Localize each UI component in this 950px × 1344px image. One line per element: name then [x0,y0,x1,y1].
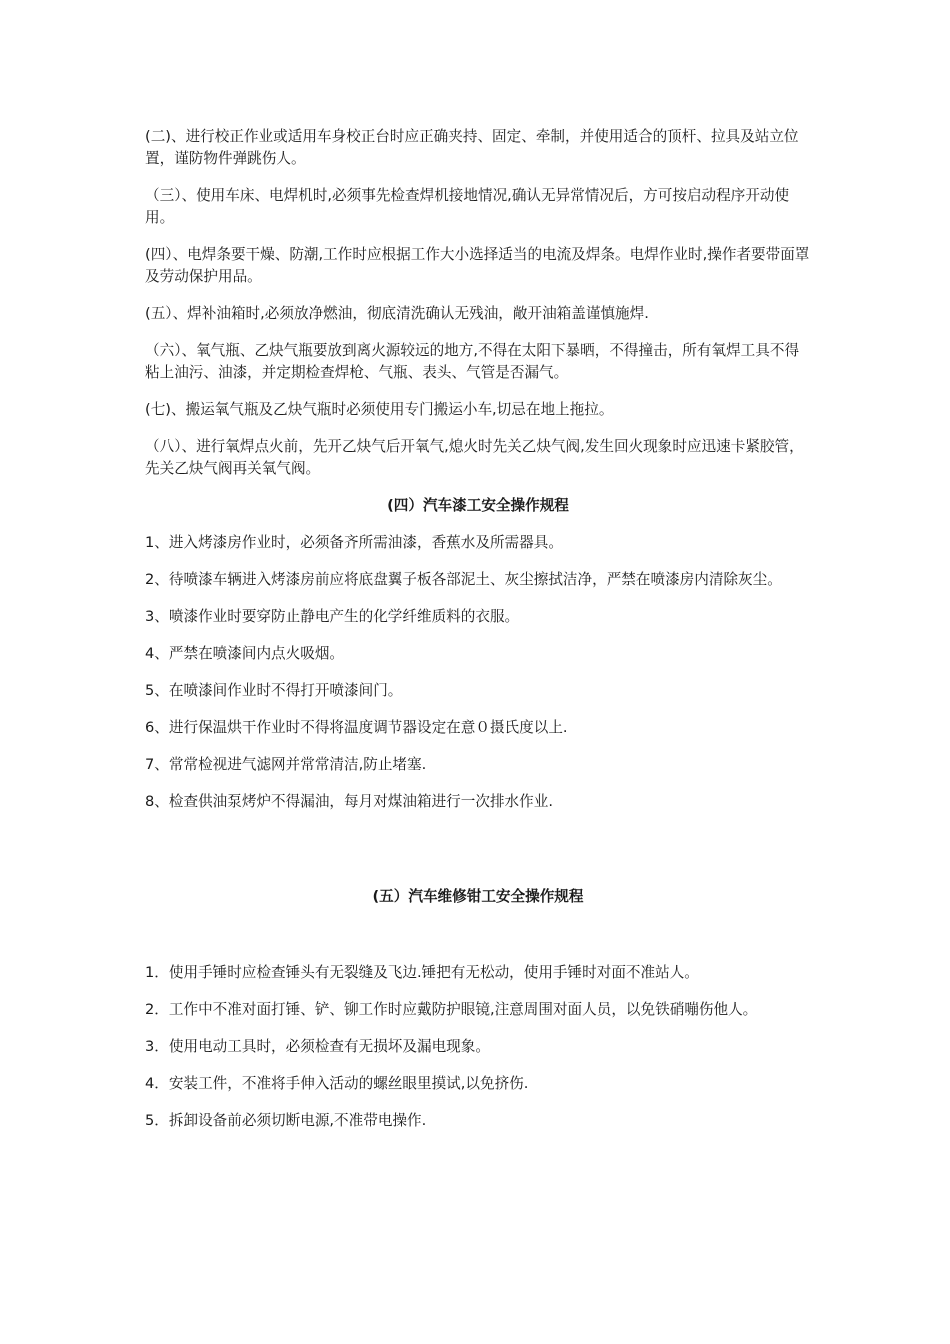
list-item: 3、喷漆作业时要穿防止静电产生的化学纤维质料的衣服。 [145,608,520,625]
list-item: 3．使用电动工具时，必须检查有无损坏及漏电现象。 [145,1038,490,1055]
list-item: 2、待喷漆车辆进入烤漆房前应将底盘翼子板各部泥土、灰尘擦拭洁净，严禁在喷漆房内清除灰尘。 [145,571,782,588]
list-item: 7、常常检视进气滤网并常常清洁,防止堵塞. [145,756,427,773]
list-item: 4、严禁在喷漆间内点火吸烟。 [145,645,345,662]
paragraph: （八）、进行氧焊点火前，先开乙炔气后开氧气,熄火时先关乙炔气阀,发生回火现象时应迅速卡紧胶管，先关乙炔气阀再关氧气阀。 [145,438,804,477]
section-fitter-items [145,962,811,1132]
list-item: 1、进入烤漆房作业时，必须备齐所需油漆，香蕉水及所需器具。 [145,534,563,551]
section-heading-fitter: (五）汽车维修钳工安全操作规程 [372,888,584,905]
paragraph: (四）、电焊条要干燥、防潮,工作时应根据工作大小选择适当的电流及焊条。电焊作业时,操作者要带面罩及劳动保护用品。 [145,246,810,285]
paragraph: (五）、焊补油箱时,必须放净燃油，彻底清洗确认无残油，敞开油箱盖谨慎施焊. [145,305,649,322]
list-item: 6、进行保温烘干作业时不得将温度调节器设定在意０摄氏度以上. [145,719,568,736]
list-item: 4．安装工件，不准将手伸入活动的螺丝眼里摸试,以免挤伤. [145,1075,529,1092]
paragraph: (二)、进行校正作业或适用车身校正台时应正确夹持、固定、牵制，并使用适合的顶杆、拉具及站立位置，谨防物件弹跳伤人。 [145,128,799,167]
list-item: 5、在喷漆间作业时不得打开喷漆间门。 [145,682,403,699]
document-page [145,126,811,1147]
section-painting-items [145,532,811,813]
paragraph: （六）、氧气瓶、乙炔气瓶要放到离火源较远的地方,不得在太阳下暴晒，不得撞击，所有氧焊工具不得粘上油污、油漆，并定期检查焊枪、气瓶、表头、气管是否漏气。 [145,342,800,381]
paragraph: （三）、使用车床、电焊机时,必须事先检查焊机接地情况,确认无异常情况后，方可按启动程序开动使用。 [145,187,790,226]
list-item: 2．工作中不准对面打锤、铲、铆工作时应戴防护眼镜,注意周围对面人员，以免铁硝嘣伤他人。 [145,1001,758,1018]
list-item: 1．使用手锤时应检查锤头有无裂缝及飞边.锤把有无松动，使用手锤时对面不准站人。 [145,964,699,981]
section-heading-painting: (四）汽车漆工安全操作规程 [387,497,569,514]
section-welding-items [145,126,811,480]
list-item: 8、检查供油泵烤炉不得漏油，每月对煤油箱进行一次排水作业. [145,793,553,810]
paragraph: (七)、搬运氧气瓶及乙炔气瓶时必须使用专门搬运小车,切忌在地上拖拉。 [145,401,614,418]
list-item: 5．拆卸设备前必须切断电源,不准带电操作. [145,1112,427,1129]
